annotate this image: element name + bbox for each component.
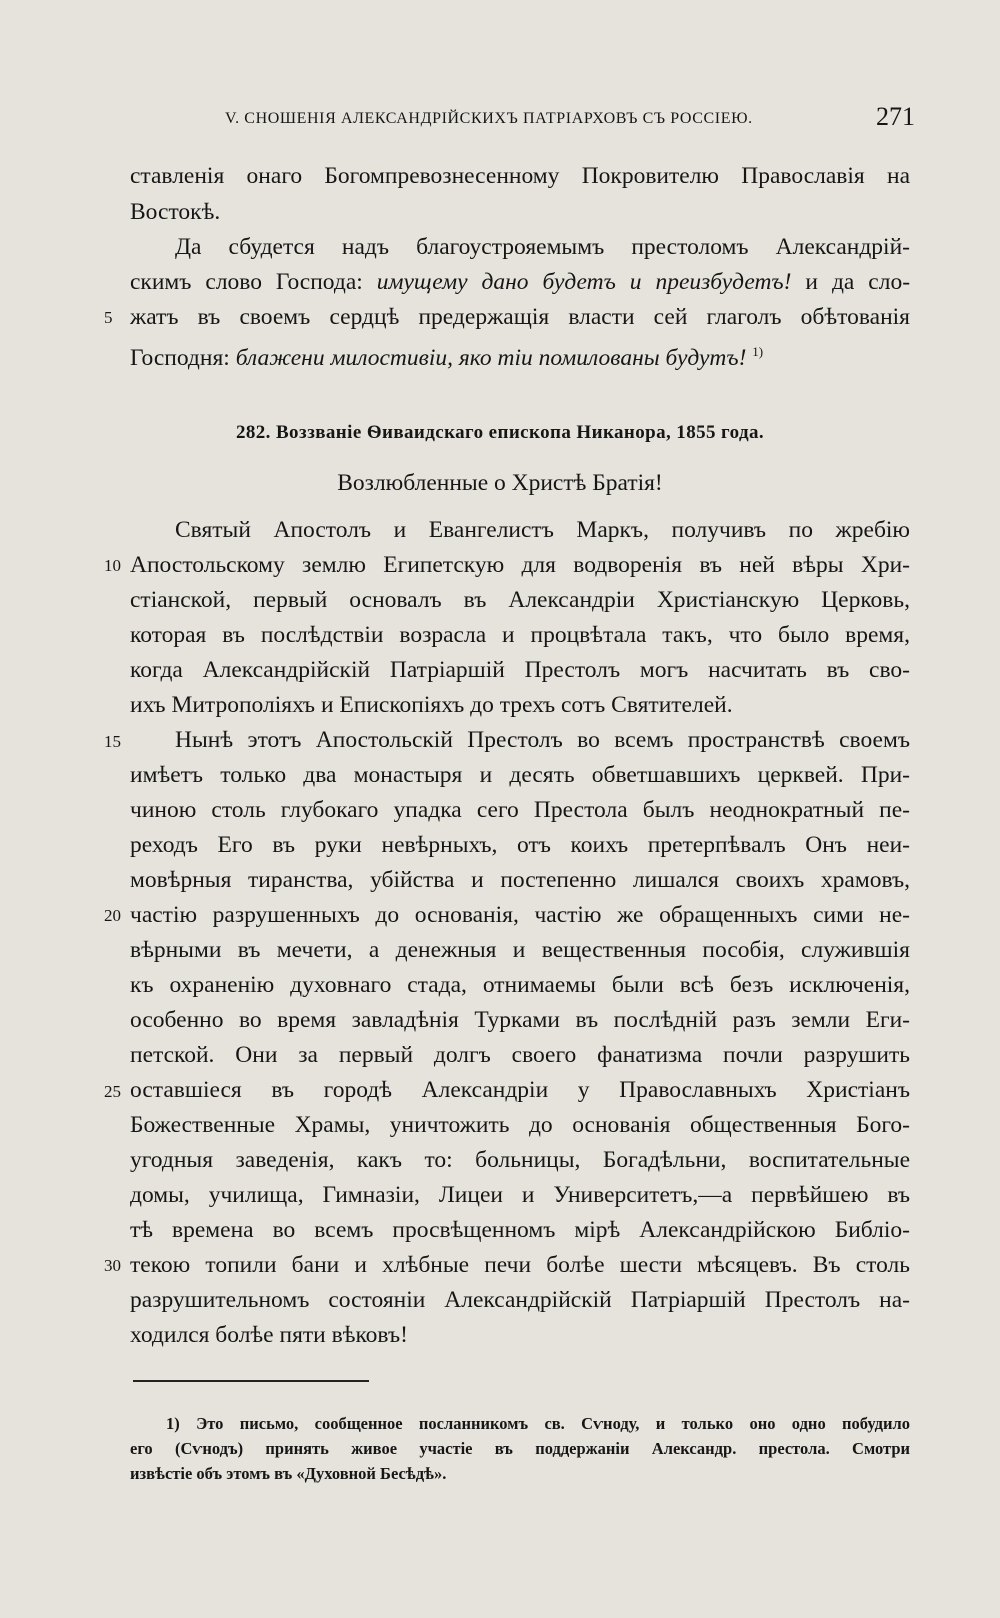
text-line: ходился болѣе пяти вѣковъ! (130, 1322, 408, 1348)
text-line: особенно во время завладѣнія Турками въ послѣдній разъ земли Еги- (130, 1007, 910, 1033)
text-line: домы, училища, Гимназіи, Лицеи и Университетъ,—а первѣйшею въ (130, 1182, 910, 1208)
text-line: Святый Апостолъ и Евангелистъ Маркъ, получивъ по жребію (175, 517, 910, 543)
footnote-marker: 1) (752, 344, 764, 359)
line-number: 30 (104, 1256, 121, 1275)
running-head (225, 102, 915, 136)
text-line: ихъ Митрополіяхъ и Епископіяхъ до трехъ сотъ Святителей. (130, 692, 733, 718)
text-line: ставленія онаго Богомпревознесенному Покровителю Православія на (130, 163, 910, 189)
text-line: Да сбудется надъ благоустрояемымъ престоломъ Александрій- (175, 234, 910, 260)
page-number: 271 (876, 102, 915, 131)
scripture-quote: имущему дано будетъ и преизбудетъ! (376, 269, 792, 295)
footnote-line: извѣстіе объ этомъ въ «Духовной Бесѣдѣ». (130, 1464, 447, 1483)
text-line (130, 336, 910, 370)
salutation: Возлюбленные о Христѣ Братія! (337, 470, 663, 496)
text-line: мовѣрныя тиранства, убійства и постепенно лишался своихъ храмовъ, (130, 867, 910, 893)
scripture-quote: блажени милостивіи, яко тіи помилованы будутъ! (235, 344, 747, 371)
text-line: чиною столь глубокаго упадка сего Престола былъ неоднократный пе- (130, 797, 910, 823)
text-line: стіанской, первый основалъ въ Александріи Христіанскую Церковь, (130, 587, 910, 613)
text-line: оставшіеся въ городѣ Александріи у Православныхъ Христіанъ (130, 1077, 910, 1103)
text-line: тѣ времена во всемъ просвѣщенномъ мірѣ Александрійскою Библіо- (130, 1217, 910, 1243)
text-line: текою топили бани и хлѣбные печи болѣе шести мѣсяцевъ. Въ столь (130, 1252, 910, 1278)
text-line: Нынѣ этотъ Апостольскій Престолъ во всемъ пространствѣ своемъ (175, 727, 910, 753)
text-span: и да сло- (805, 269, 911, 295)
line-number: 20 (104, 906, 121, 925)
line-number: 10 (104, 556, 121, 575)
footnote-line: 1) Это письмо, сообщенное посланникомъ св. Сѵноду, и только оно одно побудило (166, 1414, 910, 1433)
line-number: 15 (104, 732, 121, 751)
line-number: 25 (104, 1082, 121, 1101)
text-line: разрушительномъ состояніи Александрійскій Патріаршій Престолъ на- (130, 1287, 910, 1313)
text-line: Апостольскому землю Египетскую для водворенія въ ней вѣры Хри- (130, 552, 910, 578)
text-line: имѣетъ только два монастыря и десять обветшавшихъ церквей. При- (130, 762, 910, 788)
text-line: Востокѣ. (130, 199, 221, 225)
footnote-rule (133, 1380, 369, 1382)
text-line: петской. Они за первый долгъ своего фанатизма почли разрушить (130, 1042, 910, 1068)
text-line: къ охраненію духовнаго стада, отнимаемы были всѣ безъ исключенія, (130, 972, 910, 998)
text-line: жатъ въ своемъ сердцѣ предержащія власти сей глаголъ обѣтованія (130, 304, 910, 330)
text-line: частію разрушенныхъ до основанія, частію же обращенныхъ сими не- (130, 902, 910, 928)
text-span: Господня: (130, 344, 230, 371)
text-span: скимъ слово Господа: (130, 269, 363, 295)
line-number: 5 (104, 308, 113, 327)
text-line: Божественные Храмы, уничтожить до основанія общественныя Бого- (130, 1112, 910, 1138)
text-line (130, 266, 910, 300)
text-line: когда Александрійскій Патріаршій Престолъ могъ насчитать въ сво- (130, 657, 910, 683)
text-line: угодныя заведенія, какъ то: больницы, Богадѣльни, воспитательные (130, 1147, 910, 1173)
text-line: вѣрными въ мечети, а денежныя и вещественныя пособія, служившія (130, 937, 910, 963)
running-head-title: V. СНОШЕНІЯ АЛЕКСАНДРІЙСКИХЪ ПАТРІАРХОВЪ СЪ РОССІЕЮ. (225, 110, 753, 127)
footnote-line: его (Сѵнодъ) принять живое участіе въ поддержаніи Александр. престола. Смотри (130, 1439, 910, 1458)
text-line: которая въ послѣдствіи возрасла и процвѣтала такъ, что было время, (130, 622, 910, 648)
text-line: реходъ Его въ руки невѣрныхъ, отъ коихъ претерпѣвалъ Онъ неи- (130, 832, 910, 858)
document-heading: 282. Воззваніе Ѳиваидскаго епископа Никанора, 1855 года. (235, 422, 765, 443)
